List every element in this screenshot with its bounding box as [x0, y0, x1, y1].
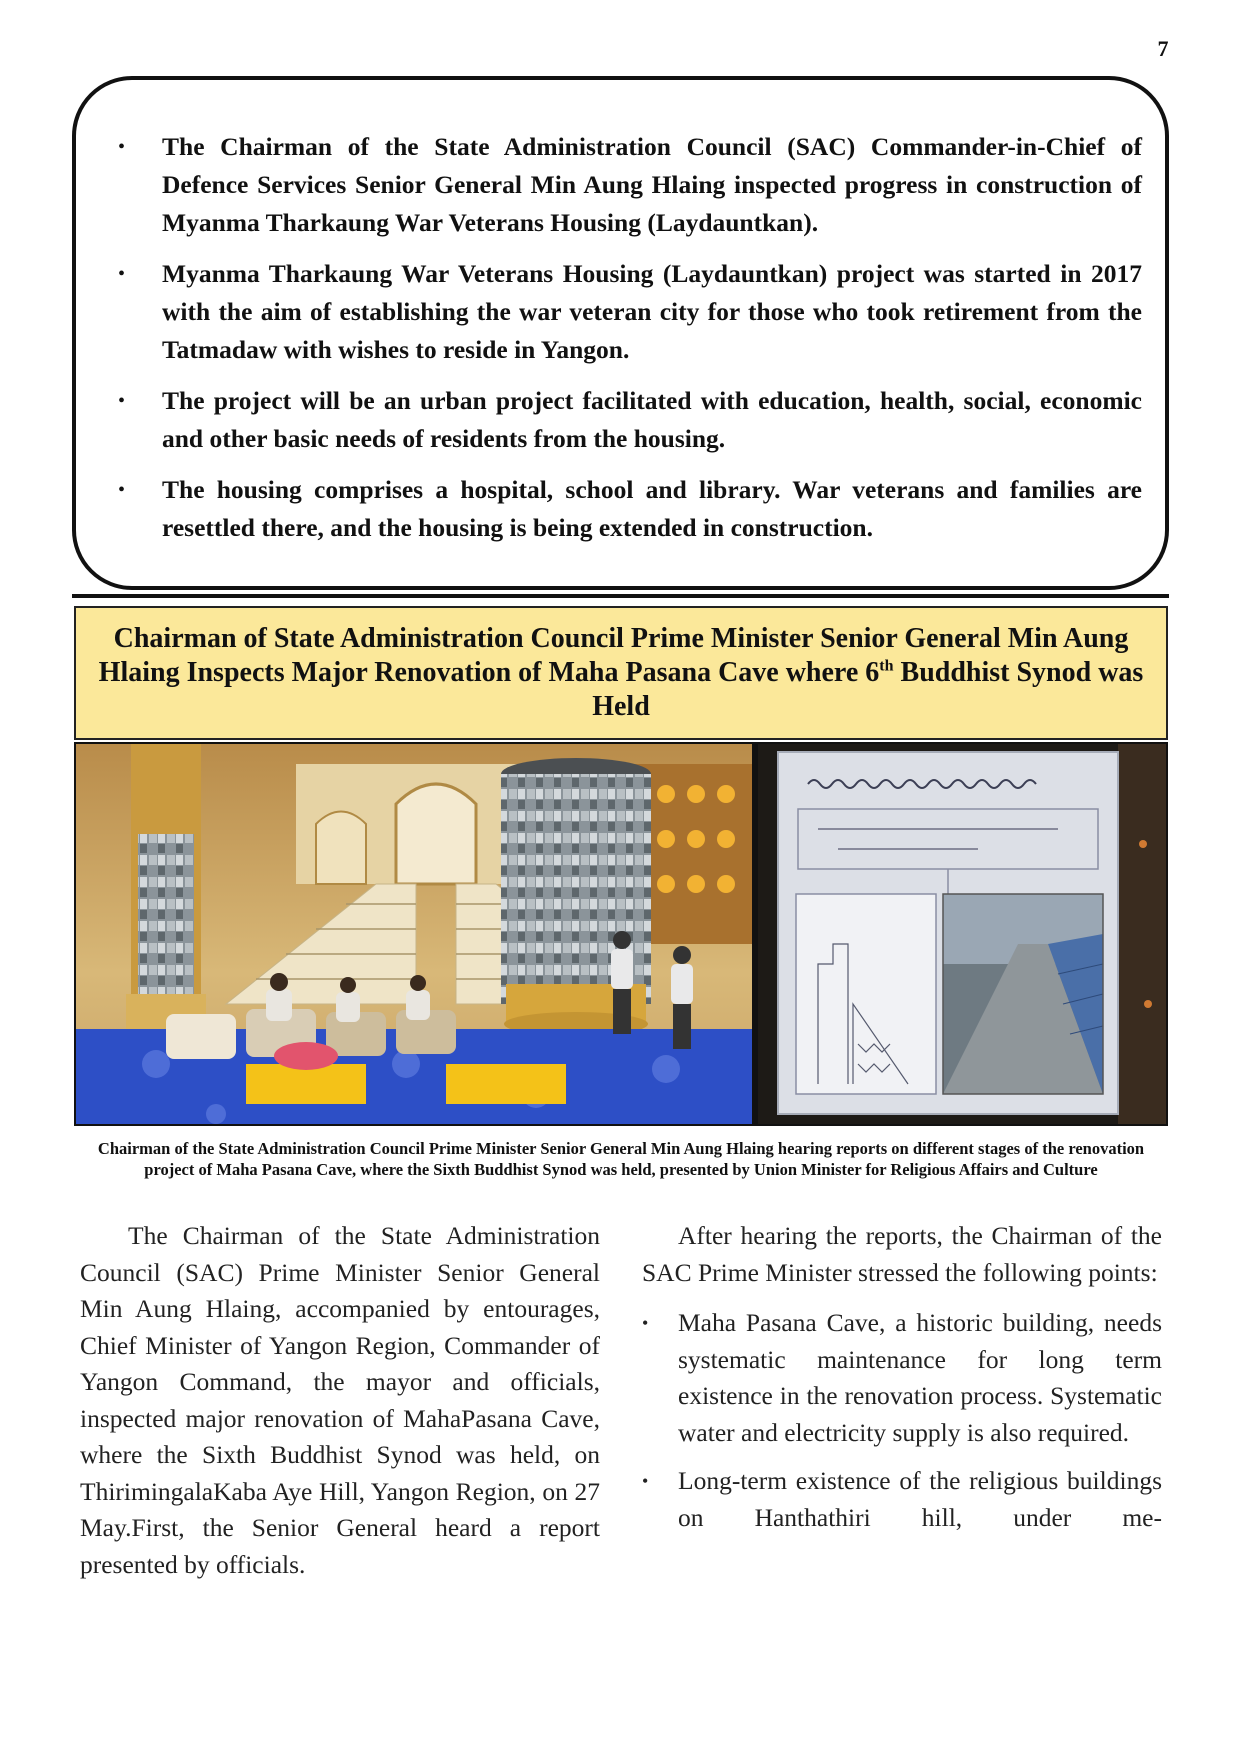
summary-item [102, 128, 1142, 242]
point-item [642, 1463, 1162, 1536]
page-number: 7 [1157, 36, 1169, 61]
photo-strip [74, 742, 1168, 1126]
headline-superscript: th [879, 657, 894, 675]
bullet-icon: • [642, 1313, 649, 1333]
points-list [642, 1305, 1162, 1536]
projection-screen-photo [758, 744, 1166, 1124]
summary-text: The housing comprises a hospital, school and library. War veterans and families are resettled there, and the housing is being extended in construction. [162, 475, 1142, 542]
projection-screen-illustration [758, 744, 1166, 1124]
headline [90, 622, 1152, 724]
summary-item [102, 255, 1142, 369]
article-paragraph: The Chairman of the State Administration Council (SAC) Prime Minister Senior General Min Aung Hlaing, accompanied by entourages, Chief Minister of Yangon Region, Commander of Yangon Command, the mayor and officials, inspected major renovation of MahaPasana Cave, where the Sixth Buddhist Synod was held, on ThirimingalaKaba Aye Hill, Yangon Region, on 27 May.First, the Senior General heard a report presented by officials. [80, 1221, 600, 1579]
article-left-column [80, 1218, 600, 1583]
summary-item [102, 382, 1142, 458]
bullet-icon: • [642, 1471, 649, 1491]
meeting-hall-illustration [76, 744, 752, 1124]
point-text: Maha Pasana Cave, a historic building, needs systematic maintenance for long term existence in the renovation process. Systematic water and electricity supply is also required. [678, 1308, 1162, 1447]
summary-list [102, 128, 1142, 560]
article-right-column [642, 1218, 1162, 1548]
bullet-icon: • [118, 263, 126, 285]
summary-text: Myanma Tharkaung War Veterans Housing (Laydauntkan) project was started in 2017 with the aim of establishing the war veteran city for those who took retirement from the Tatmadaw with wishes to reside in Yangon. [162, 259, 1142, 364]
meeting-hall-photo [76, 744, 752, 1124]
headline-part: Chairman of State Administration Council Prime Minister Senior General Min Aung Hlaing Inspects Major Renovation of Maha Pasana Cave where 6 [98, 623, 1129, 688]
summary-text: The Chairman of the State Administration Council (SAC) Commander-in-Chief of Defence Services Senior General Min Aung Hlaing inspected progress in construction of Myanma Tharkaung War Veterans Housing (Laydauntkan). [162, 132, 1142, 237]
point-text: Long-term existence of the religious buildings on Hanthathiri hill, under me- [678, 1466, 1162, 1532]
summary-item [102, 471, 1142, 547]
article-intro: After hearing the reports, the Chairman of the SAC Prime Minister stressed the following points: [642, 1221, 1162, 1287]
bullet-icon: • [118, 479, 126, 501]
photo-caption: Chairman of the State Administration Council Prime Minister Senior General Min Aung Hlaing hearing reports on different stages of the renovation project of Maha Pasana Cave, where the Sixth Buddhist Synod was held, presented by Union Minister for Religious Affairs and Culture [97, 1139, 1145, 1179]
bullet-icon: • [118, 390, 126, 412]
headline-box [74, 606, 1168, 740]
summary-text: The project will be an urban project facilitated with education, health, social, economic and other basic needs of residents from the housing. [162, 386, 1142, 453]
bullet-icon: • [118, 136, 126, 158]
section-divider [72, 594, 1169, 598]
headline-part: Buddhist Synod was Held [592, 657, 1144, 722]
point-item [642, 1305, 1162, 1451]
summary-box [72, 76, 1169, 590]
